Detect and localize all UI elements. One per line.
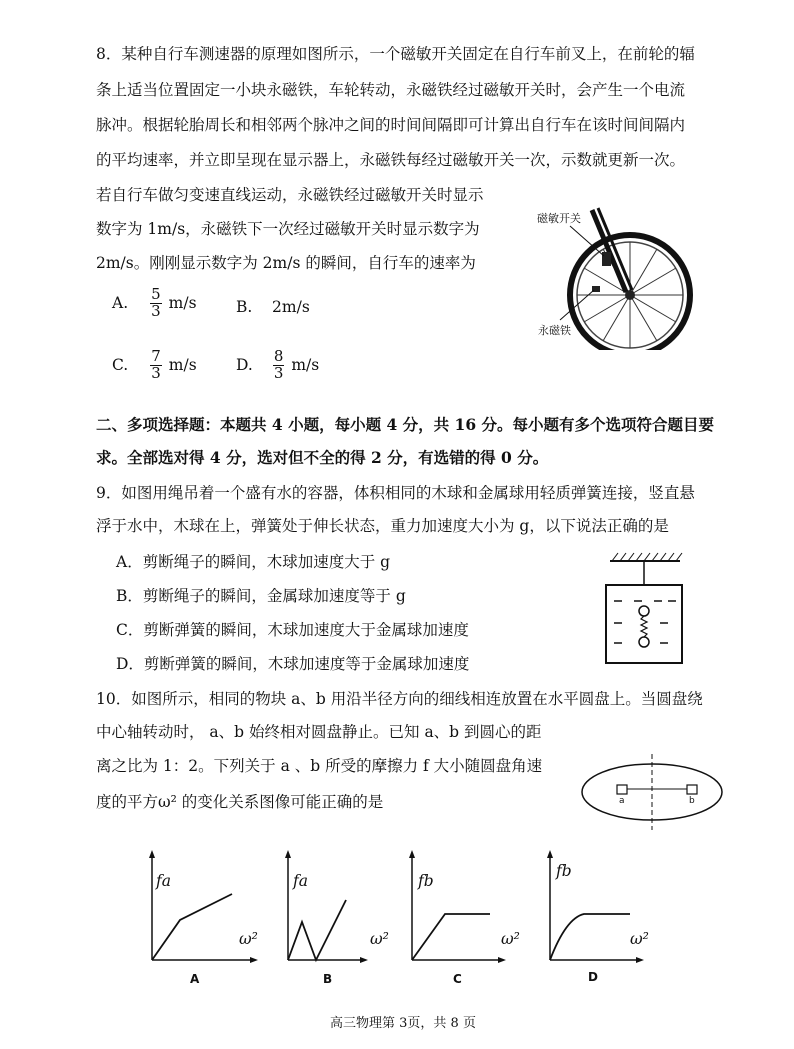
graph-c-plot (400, 848, 510, 978)
graph-d-ylabel: fb (556, 862, 572, 880)
graph-a-letter: A (190, 972, 200, 986)
q9-option-d: D．剪断弹簧的瞬间，木球加速度等于金属球加速度 (116, 655, 470, 673)
option-d-unit: m/s (291, 356, 320, 375)
q8-line-2: 条上适当位置固定一小块永磁铁，车轮转动，永磁铁经过磁敏开关时，会产生一个电流 (96, 81, 686, 99)
rotating-disk-image (580, 752, 730, 832)
graph-b-letter: B (323, 972, 333, 986)
graph-a-ylabel: fa (156, 872, 171, 890)
q10-line-1: 10．如图所示，相同的物块 a、b 用沿半径方向的细线相连放置在水平圆盘上。当圆盘绕 (96, 690, 703, 708)
option-c-letter: C. (112, 356, 129, 375)
option-c-unit: m/s (168, 356, 197, 375)
q8-line-4: 的平均速率，并立即呈现在显示器上，永磁铁每经过磁敏开关一次，示数就更新一次。 (96, 151, 686, 169)
q8-option-b (236, 298, 310, 316)
graph-c-xlabel: ω² (501, 930, 520, 948)
q10-line-3: 离之比为 1：2。下列关于 a 、b 所受的摩擦力 f 大小随圆盘角速 (96, 757, 543, 775)
option-a-fraction: $\frac{5}{3}$ (151, 285, 161, 320)
graph-a-plot (140, 848, 270, 978)
magnet-label: 永磁铁 (538, 324, 571, 337)
q8-option-a (112, 287, 197, 320)
q8-line-7: 2m/s。刚刚显示数字为 2m/s 的瞬间，自行车的速率为 (96, 254, 476, 272)
block-a-label: a (619, 796, 625, 806)
option-d-fraction: $\frac{8}{3}$ (273, 347, 284, 382)
graph-b-plot (276, 848, 376, 978)
q10-line-2: 中心轴转动时， a、b 始终相对圆盘静止。已知 a、b 到圆心的距 (96, 723, 542, 741)
q8-option-c (112, 349, 197, 382)
container-spring-figure (590, 545, 700, 675)
option-b-text: 2m/s (272, 298, 310, 316)
option-a-unit: m/s (168, 294, 197, 313)
q8-line-1: 8．某种自行车测速器的原理如图所示，一个磁敏开关固定在自行车前叉上，在前轮的辐 (96, 45, 695, 63)
q9-option-a: A．剪断绳子的瞬间，木球加速度大于 g (116, 553, 391, 571)
graph-c-letter: C (453, 972, 462, 986)
magnetic-switch-label: 磁敏开关 (537, 212, 581, 225)
section2-line-2: 求。全部选对得 4 分，选对但不全的得 2 分，有选错的得 0 分。 (96, 448, 549, 467)
q9-line-2: 浮于水中，木球在上，弹簧处于伸长状态，重力加速度大小为 g，以下说法正确的是 (96, 517, 669, 535)
q10-line-4: 度的平方ω² 的变化关系图像可能正确的是 (96, 793, 384, 811)
option-c-fraction: $\frac{7}{3}$ (151, 347, 161, 382)
q8-line-3: 脉冲。根据轮胎周长和相邻两个脉冲之间的时间间隔即可计算出自行车在该时间间隔内 (96, 116, 686, 134)
page-footer: 高三物理第 3页，共 8 页 (330, 1016, 476, 1031)
q8-line-6: 数字为 1m/s，永磁铁下一次经过磁敏开关时显示数字为 (96, 220, 480, 238)
graph-c-ylabel: fb (418, 872, 434, 890)
q8-option-d (236, 349, 319, 382)
q9-line-1: 9．如图用绳吊着一个盛有水的容器，体积相同的木球和金属球用轻质弹簧连接，竖直悬 (96, 484, 695, 502)
option-d-letter: D. (236, 356, 253, 375)
q9-option-c: C．剪断弹簧的瞬间，木球加速度大于金属球加速度 (116, 621, 469, 639)
q9-option-b: B．剪断绳子的瞬间，金属球加速度等于 g (116, 587, 406, 605)
option-b-letter: B. (236, 298, 253, 316)
graph-d-plot (538, 848, 648, 978)
graph-a-xlabel: ω² (239, 930, 258, 948)
graph-b-ylabel: fa (293, 872, 308, 890)
option-a-letter: A. (112, 294, 129, 313)
q8-line-5: 若自行车做匀变速直线运动，永磁铁经过磁敏开关时显示 (96, 186, 484, 204)
graph-d-letter: D (588, 970, 598, 984)
graph-d-xlabel: ω² (630, 930, 649, 948)
graph-b-xlabel: ω² (370, 930, 389, 948)
block-b-label: b (689, 796, 695, 806)
section2-line-1: 二、多项选择题：本题共 4 小题，每小题 4 分，共 16 分。每小题有多个选项符合题目要 (96, 415, 715, 434)
